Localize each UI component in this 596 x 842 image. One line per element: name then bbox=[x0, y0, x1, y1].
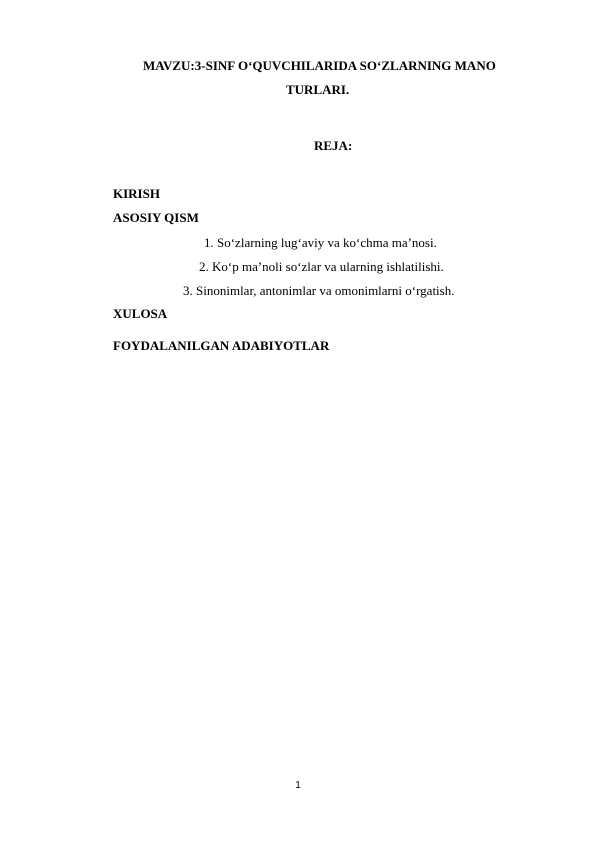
section-main: ASOSIY QISM bbox=[113, 210, 199, 225]
section-intro: KIRISH bbox=[113, 186, 160, 201]
plan-item-1: 1. So‘zlarning lug‘aviy va ko‘chma ma’nosi. bbox=[204, 235, 437, 250]
plan-item-3: 3. Sinonimlar, antonimlar va omonimlarni o‘rgatish. bbox=[183, 283, 455, 298]
document-title-line-1: MAVZU:3-SINF O‘QUVCHILARIDA SO‘ZLARNING MANO bbox=[143, 58, 496, 73]
plan-heading: REJA: bbox=[314, 138, 353, 153]
section-conclusion: XULOSA bbox=[113, 306, 168, 321]
section-references: FOYDALANILGAN ADABIYOTLAR bbox=[113, 338, 330, 353]
plan-item-2: 2. Ko‘p ma’noli so‘zlar va ularning ishlatilishi. bbox=[199, 259, 444, 274]
page-number: 1 bbox=[295, 780, 301, 791]
document-title-line-2: TURLARI. bbox=[286, 82, 350, 97]
